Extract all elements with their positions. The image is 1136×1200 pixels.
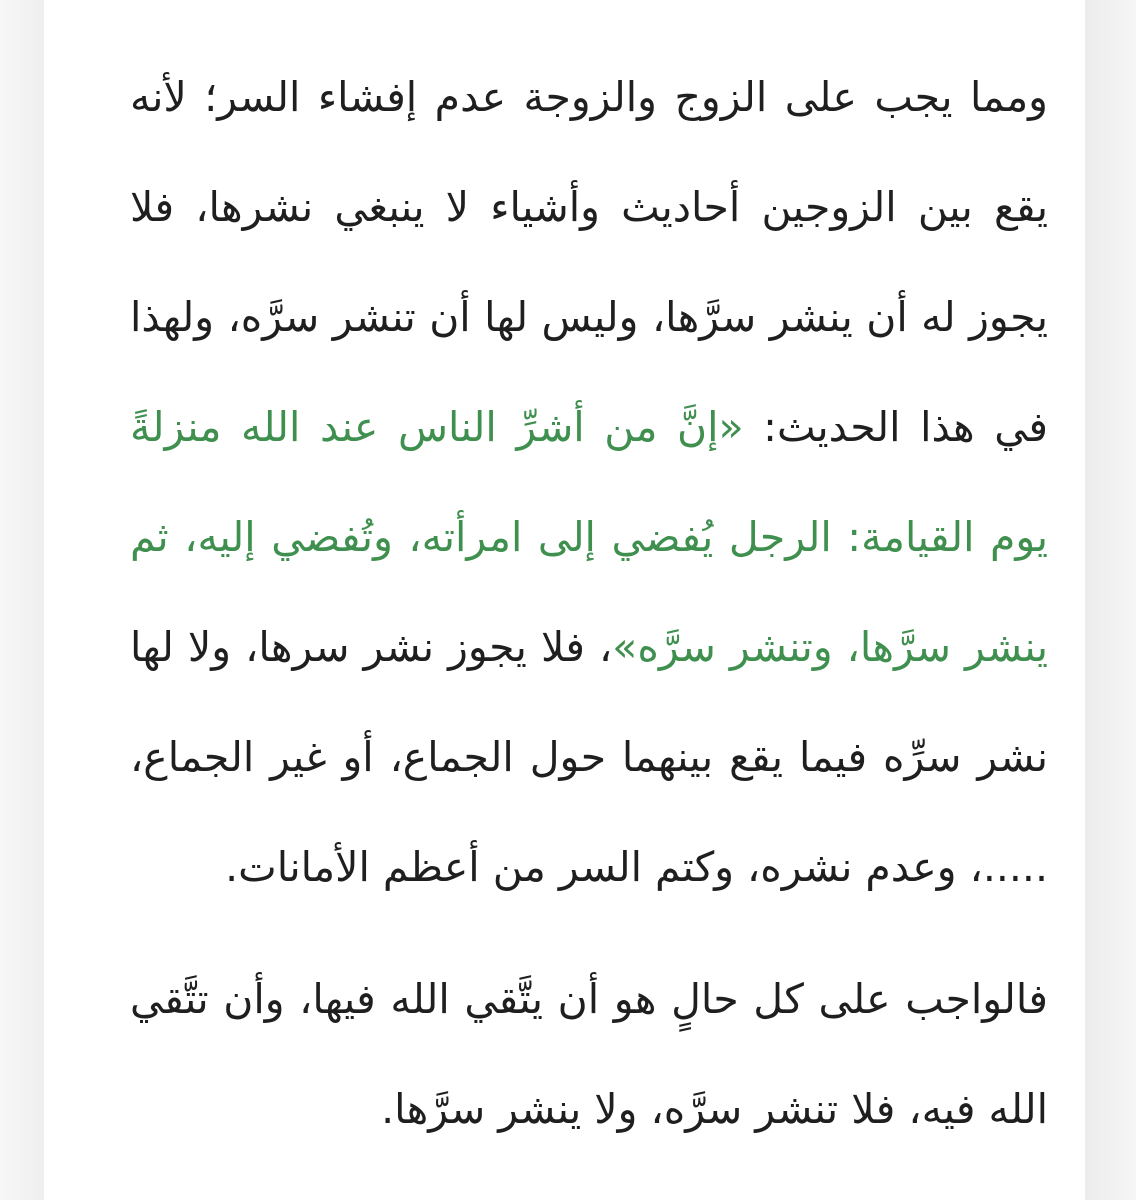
right-margin (1085, 0, 1136, 1200)
article-body (130, 42, 1048, 1164)
paragraph-1 (130, 42, 1048, 922)
left-margin (0, 0, 44, 1200)
paragraph-1-intro: ومما يجب على الزوج والزوجة عدم إفشاء السر؛ لأنه يقع بين الزوجين أحاديث وأشياء لا ينبغي نشرها، فلا يجوز له أن ينشر سرَّها، وليس لها أن تنشر سرَّه، ولهذا في هذا الحديث: (130, 73, 1048, 451)
paragraph-2: فالواجب على كل حالٍ هو أن يتَّقي الله فيها، وأن تتَّقي الله فيه، فلا تنشر سرَّه، ولا ينشر سرَّها. (130, 975, 1048, 1133)
hadith-quote: «إنَّ من أشرِّ الناس عند الله منزلةً يوم القيامة: الرجل يُفضي إلى امرأته، وتُفضي إليه، ثم ينشر سرَّها، وتنشر سرَّه» (130, 403, 1048, 671)
paragraph-1-rest: ، فلا يجوز نشر سرها، ولا لها نشر سرِّه فيما يقع بينهما حول الجماع، أو غير الجماع، .....، وعدم نشره، وكتم السر من أعظم الأمانات. (130, 623, 1048, 891)
document-page (44, 0, 1085, 1200)
